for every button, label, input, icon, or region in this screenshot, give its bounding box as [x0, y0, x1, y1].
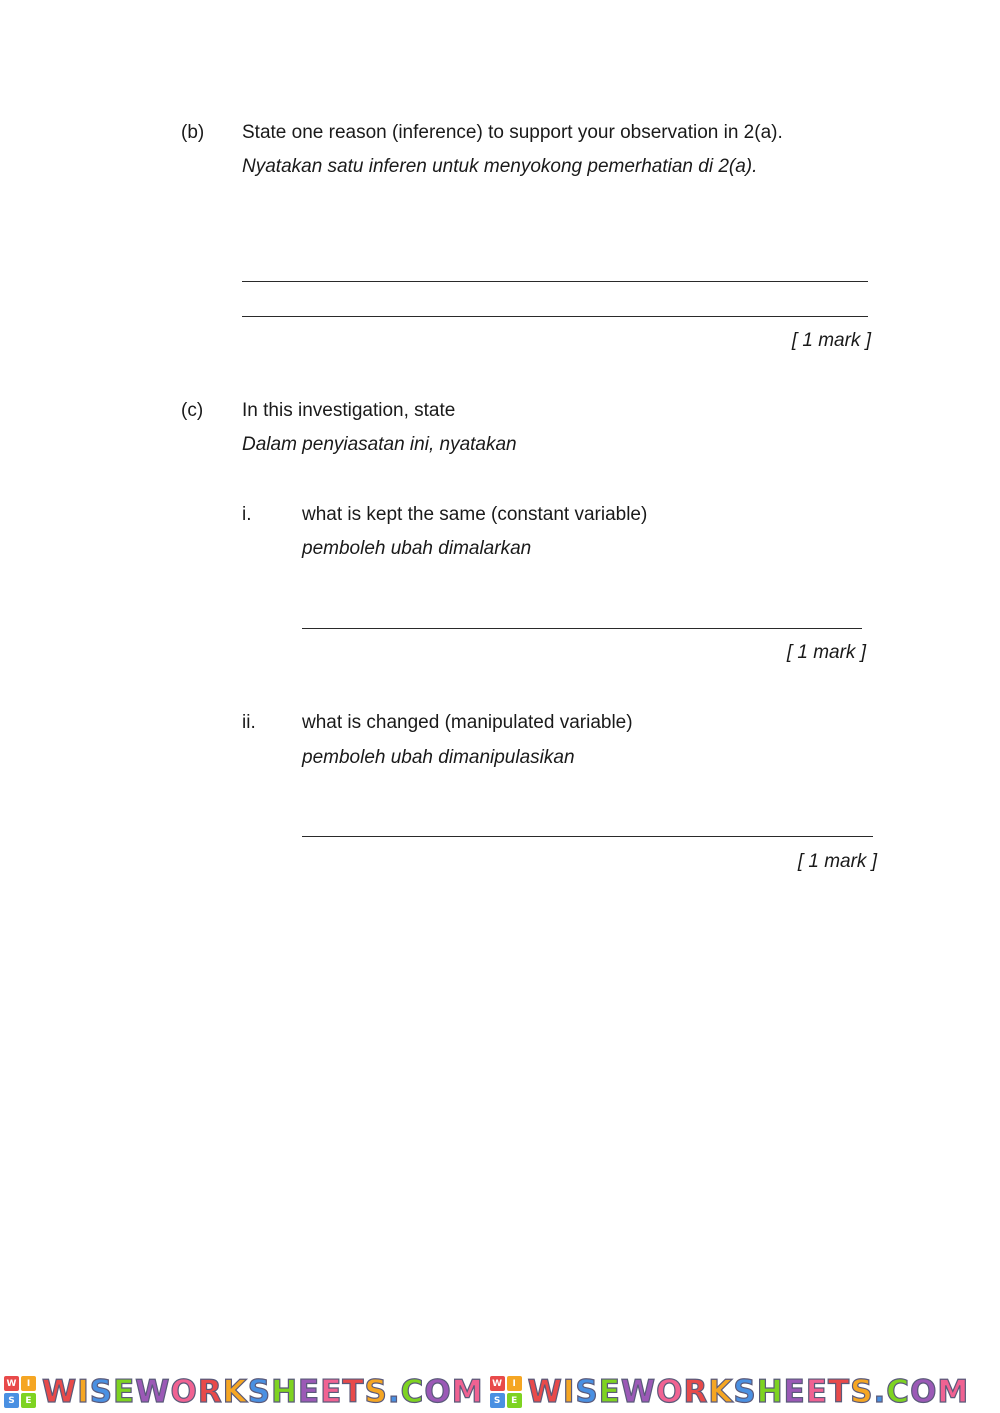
part-c-intro-en: In this investigation, state — [242, 400, 456, 421]
logo-letter: E — [507, 1393, 522, 1408]
part-b-question-ms: Nyatakan satu inferen untuk menyokong pemerhatian di 2(a). — [242, 156, 758, 177]
wise-logo-icon — [490, 1376, 522, 1408]
answer-line[interactable] — [302, 628, 862, 629]
footer-watermark — [0, 1371, 1000, 1413]
answer-line[interactable] — [302, 836, 873, 837]
wise-logo-icon — [4, 1376, 36, 1408]
item-i-question-en: what is kept the same (constant variable) — [302, 504, 648, 525]
part-c-intro-ms: Dalam penyiasatan ini, nyatakan — [242, 434, 517, 455]
item-ii-question-en: what is changed (manipulated variable) — [302, 712, 633, 733]
part-b-question-en: State one reason (inference) to support your observation in 2(a). — [242, 122, 783, 143]
brand-block — [4, 1374, 484, 1410]
answer-line[interactable] — [242, 316, 868, 317]
part-c-label: (c) — [181, 400, 204, 421]
item-ii-label: ii. — [242, 712, 256, 733]
logo-letter: I — [507, 1376, 522, 1391]
logo-letter: S — [4, 1393, 19, 1408]
watermark-text: WISEWORKSHEETS.COM — [42, 1374, 484, 1410]
logo-letter: S — [490, 1393, 505, 1408]
mark-label: [ 1 mark ] — [786, 642, 866, 663]
watermark-text: WISEWORKSHEETS.COM — [527, 1374, 970, 1410]
item-i-question-ms: pemboleh ubah dimalarkan — [302, 538, 532, 559]
logo-letter: W — [4, 1376, 19, 1391]
logo-letter: E — [21, 1393, 36, 1408]
part-b-label: (b) — [181, 122, 205, 143]
item-i-label: i. — [242, 504, 252, 525]
logo-letter: I — [21, 1376, 36, 1391]
mark-label: [ 1 mark ] — [797, 851, 877, 872]
mark-label: [ 1 mark ] — [791, 330, 871, 351]
brand-block — [490, 1374, 970, 1410]
item-ii-question-ms: pemboleh ubah dimanipulasikan — [302, 747, 575, 768]
answer-line[interactable] — [242, 281, 868, 282]
logo-letter: W — [490, 1376, 505, 1391]
